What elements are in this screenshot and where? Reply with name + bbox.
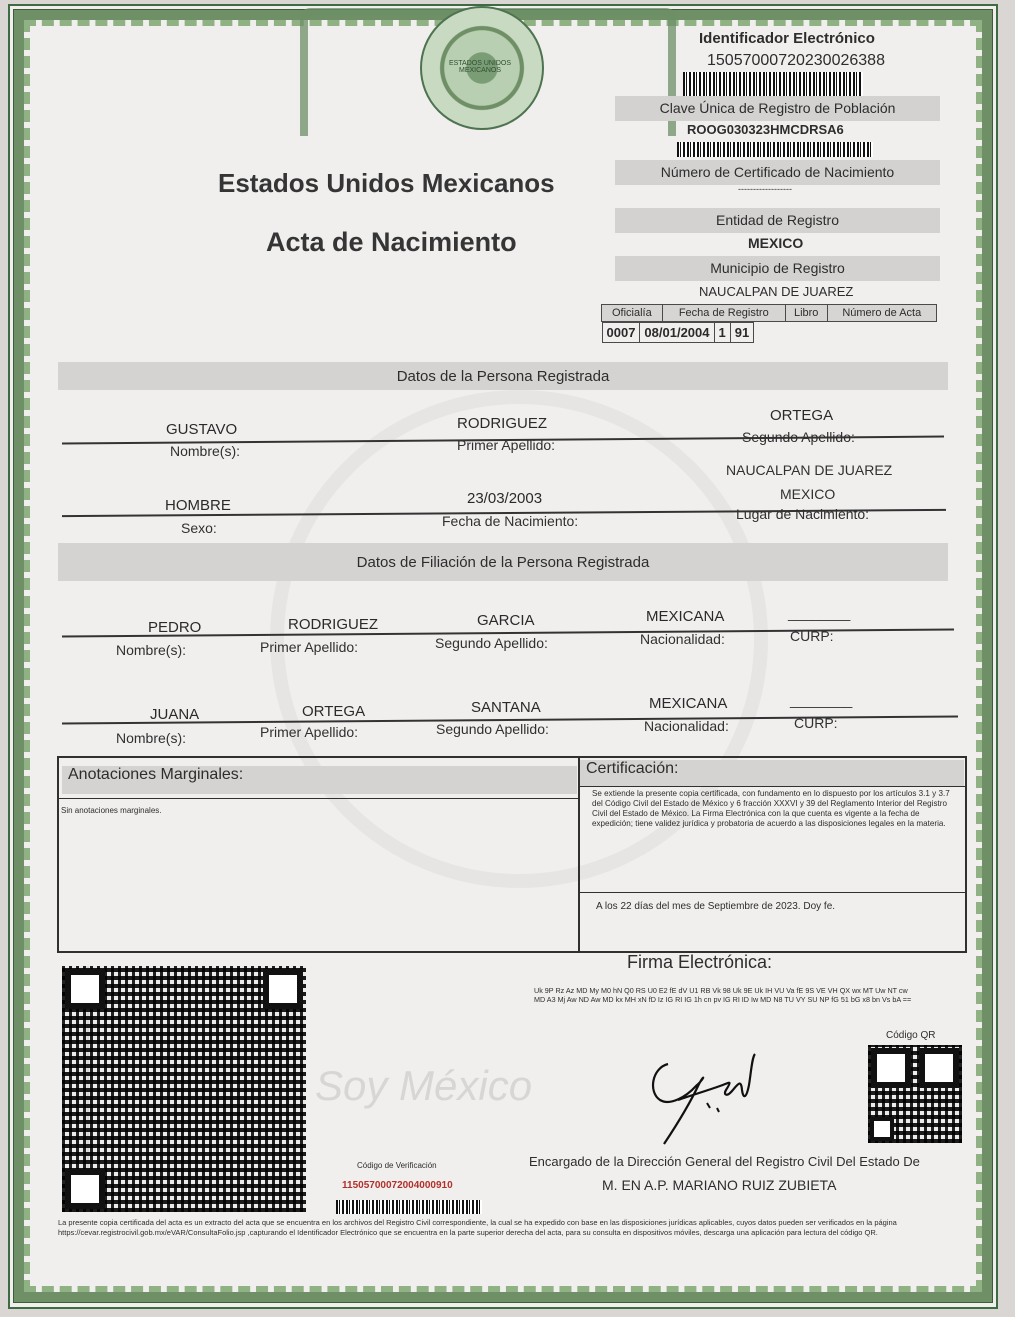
annotations-title: Anotaciones Marginales: [62,766,577,794]
person-names-value: GUSTAVO [166,421,238,438]
filiation-section-title: Datos de Filiación de la Persona Registrada [58,543,948,581]
person-first-surname-label: Primer Apellido: [457,437,556,453]
book-header: Libro [785,305,827,322]
footer-note: La presente copia certificada del acta es un extracto del acta que se encuentra en los archivos del Registro Civil correspondiente, la cual se ha expedido con base en las disposiciones jurídicas aplicables, cuyos datos pueden ser verificados en la página https://cevar.registrocivil.gob.mx/eVAR/ConsultaFolio.jsp ,capturando el Identificador Electrónico que se encuentra en la parte superior derecha del acta, para su consulta en dispositivos móviles, descarga una aplicación para lectura del código QR. [58,1218,897,1237]
electronic-signature-title: Firma Electrónica: [627,952,773,972]
father-nationality-label: Nacionalidad: [640,631,725,647]
mother-nationality-label: Nacionalidad: [644,718,729,734]
registry-table-values [602,322,755,343]
father-first-surname-value: RODRIGUEZ [288,616,378,633]
father-names-label: Nombre(s): [116,642,187,658]
qr-code-label: Código QR [886,1030,936,1041]
seal-text: ESTADOS UNIDOS MEXICANOS [448,60,512,74]
verification-code-value: 11505700072004000910 [342,1180,453,1191]
certification-title: Certificación: [580,760,964,786]
verification-barcode [336,1200,482,1214]
father-second-surname-value: GARCIA [477,612,535,629]
signature-scribble [638,1042,776,1150]
curp-barcode [677,142,873,157]
birth-place-line2: MEXICO [780,486,836,502]
certification-date: A los 22 días del mes de Septiembre de 2023. Doy fe. [596,901,836,912]
registry-municipality-value: NAUCALPAN DE JUAREZ [699,284,854,299]
father-names-value: PEDRO [148,619,202,636]
mother-first-surname-label: Primer Apellido: [260,724,359,740]
father-curp-label: CURP: [790,628,834,644]
sex-label: Sexo: [181,520,217,536]
person-second-surname-value: ORTEGA [770,407,834,424]
secondary-qr-finder-bottom-left [870,1117,894,1141]
birth-place-label: Lugar de Nacimiento: [736,506,870,522]
registered-person-section-title: Datos de la Persona Registrada [58,362,948,390]
office-header: Oficialía [602,305,663,322]
mother-nationality-value: MEXICANA [649,695,728,712]
father-nationality-value: MEXICANA [646,608,725,625]
registry-municipality-label: Municipio de Registro [615,256,940,281]
soy-mexico-watermark: Soy México [315,1062,533,1109]
person-names-label: Nombre(s): [170,443,241,459]
annotations-text: Sin anotaciones marginales. [61,806,162,815]
mother-second-surname-value: SANTANA [471,699,541,716]
certification-date-line [580,892,965,893]
verification-code-label: Código de Verificación [357,1161,437,1170]
mother-names-label: Nombre(s): [116,730,187,746]
birth-date-value: 23/03/2003 [467,490,543,507]
mother-curp-value: ________ [790,692,853,708]
father-curp-value: ________ [788,605,851,621]
office-value: 0007 [602,323,640,343]
signature-code: Uk 9P Rz Az MD My M0 hN Q0 RS U0 E2 fE dV U1 RB Vk 98 Uk 9E Uk IH VU Va fE 9S VE VH QX wx MT Uw NT cw MD A3 Mj Aw ND Aw MD kx MH xN fD Iz IG RI IG 1h cn pv IG RI ID Iw MD N8 TU VY SU NP fG 51 bG x8 bn Vs bA == [534,986,912,1004]
book-value: 1 [714,323,730,343]
record-number-value: 91 [730,323,753,343]
annotations-header-line [58,798,578,799]
certification-header-line [580,786,965,787]
registration-date-value: 08/01/2004 [640,323,714,343]
record-number-header: Número de Acta [827,305,936,322]
mother-first-surname-value: ORTEGA [302,703,366,720]
certificate-number-value: ------------------ [738,184,792,194]
mother-curp-label: CURP: [794,715,838,731]
document-title: Acta de Nacimiento [266,227,517,257]
official-name: M. EN A.P. MARIANO RUIZ ZUBIETA [602,1177,837,1193]
country-title: Estados Unidos Mexicanos [218,168,555,198]
registry-table-header [602,305,937,322]
curp-value: ROOG030323HMCDRSA6 [687,122,844,137]
registry-entity-value: MEXICO [748,235,804,251]
registry-table [601,304,937,340]
qr-finder-bottom-left [65,1169,105,1209]
id-barcode [683,72,863,96]
father-second-surname-label: Segundo Apellido: [435,635,548,651]
sex-value: HOMBRE [165,497,231,514]
certificate-number-label: Número de Certificado de Nacimiento [615,160,940,185]
registry-entity-label: Entidad de Registro [615,208,940,233]
certification-text: Se extiende la presente copia certificada, con fundamento en lo dispuesto por los artículos 3.1 y 3.7 del Código Civil del Estado de México y 6 fracción XXXVI y 39 del Reglamento Interior del Registro Civil del Estado de México. La Firma Electrónica con la que cuenta es vigente a la fecha de expedición; tiene validez jurídica y probatoria de acuerdo a las disposiciones legales en la materia. [592,789,950,828]
father-first-surname-label: Primer Apellido: [260,639,359,655]
birth-date-label: Fecha de Nacimiento: [442,513,579,529]
person-second-surname-label: Segundo Apellido: [742,429,855,445]
electronic-id-value: 15057000720230026388 [707,52,885,69]
person-first-surname-value: RODRIGUEZ [457,415,547,432]
secondary-qr-code [868,1045,962,1143]
official-role: Encargado de la Dirección General del Registro Civil Del Estado De [529,1154,920,1169]
mother-second-surname-label: Segundo Apellido: [436,721,549,737]
main-qr-code [62,966,306,1212]
mother-names-value: JUANA [150,706,200,723]
birth-place-line1: NAUCALPAN DE JUAREZ [726,462,893,478]
electronic-id-label: Identificador Electrónico [699,30,875,47]
curp-label: Clave Única de Registro de Población [615,96,940,121]
registration-date-header: Fecha de Registro [662,305,785,322]
